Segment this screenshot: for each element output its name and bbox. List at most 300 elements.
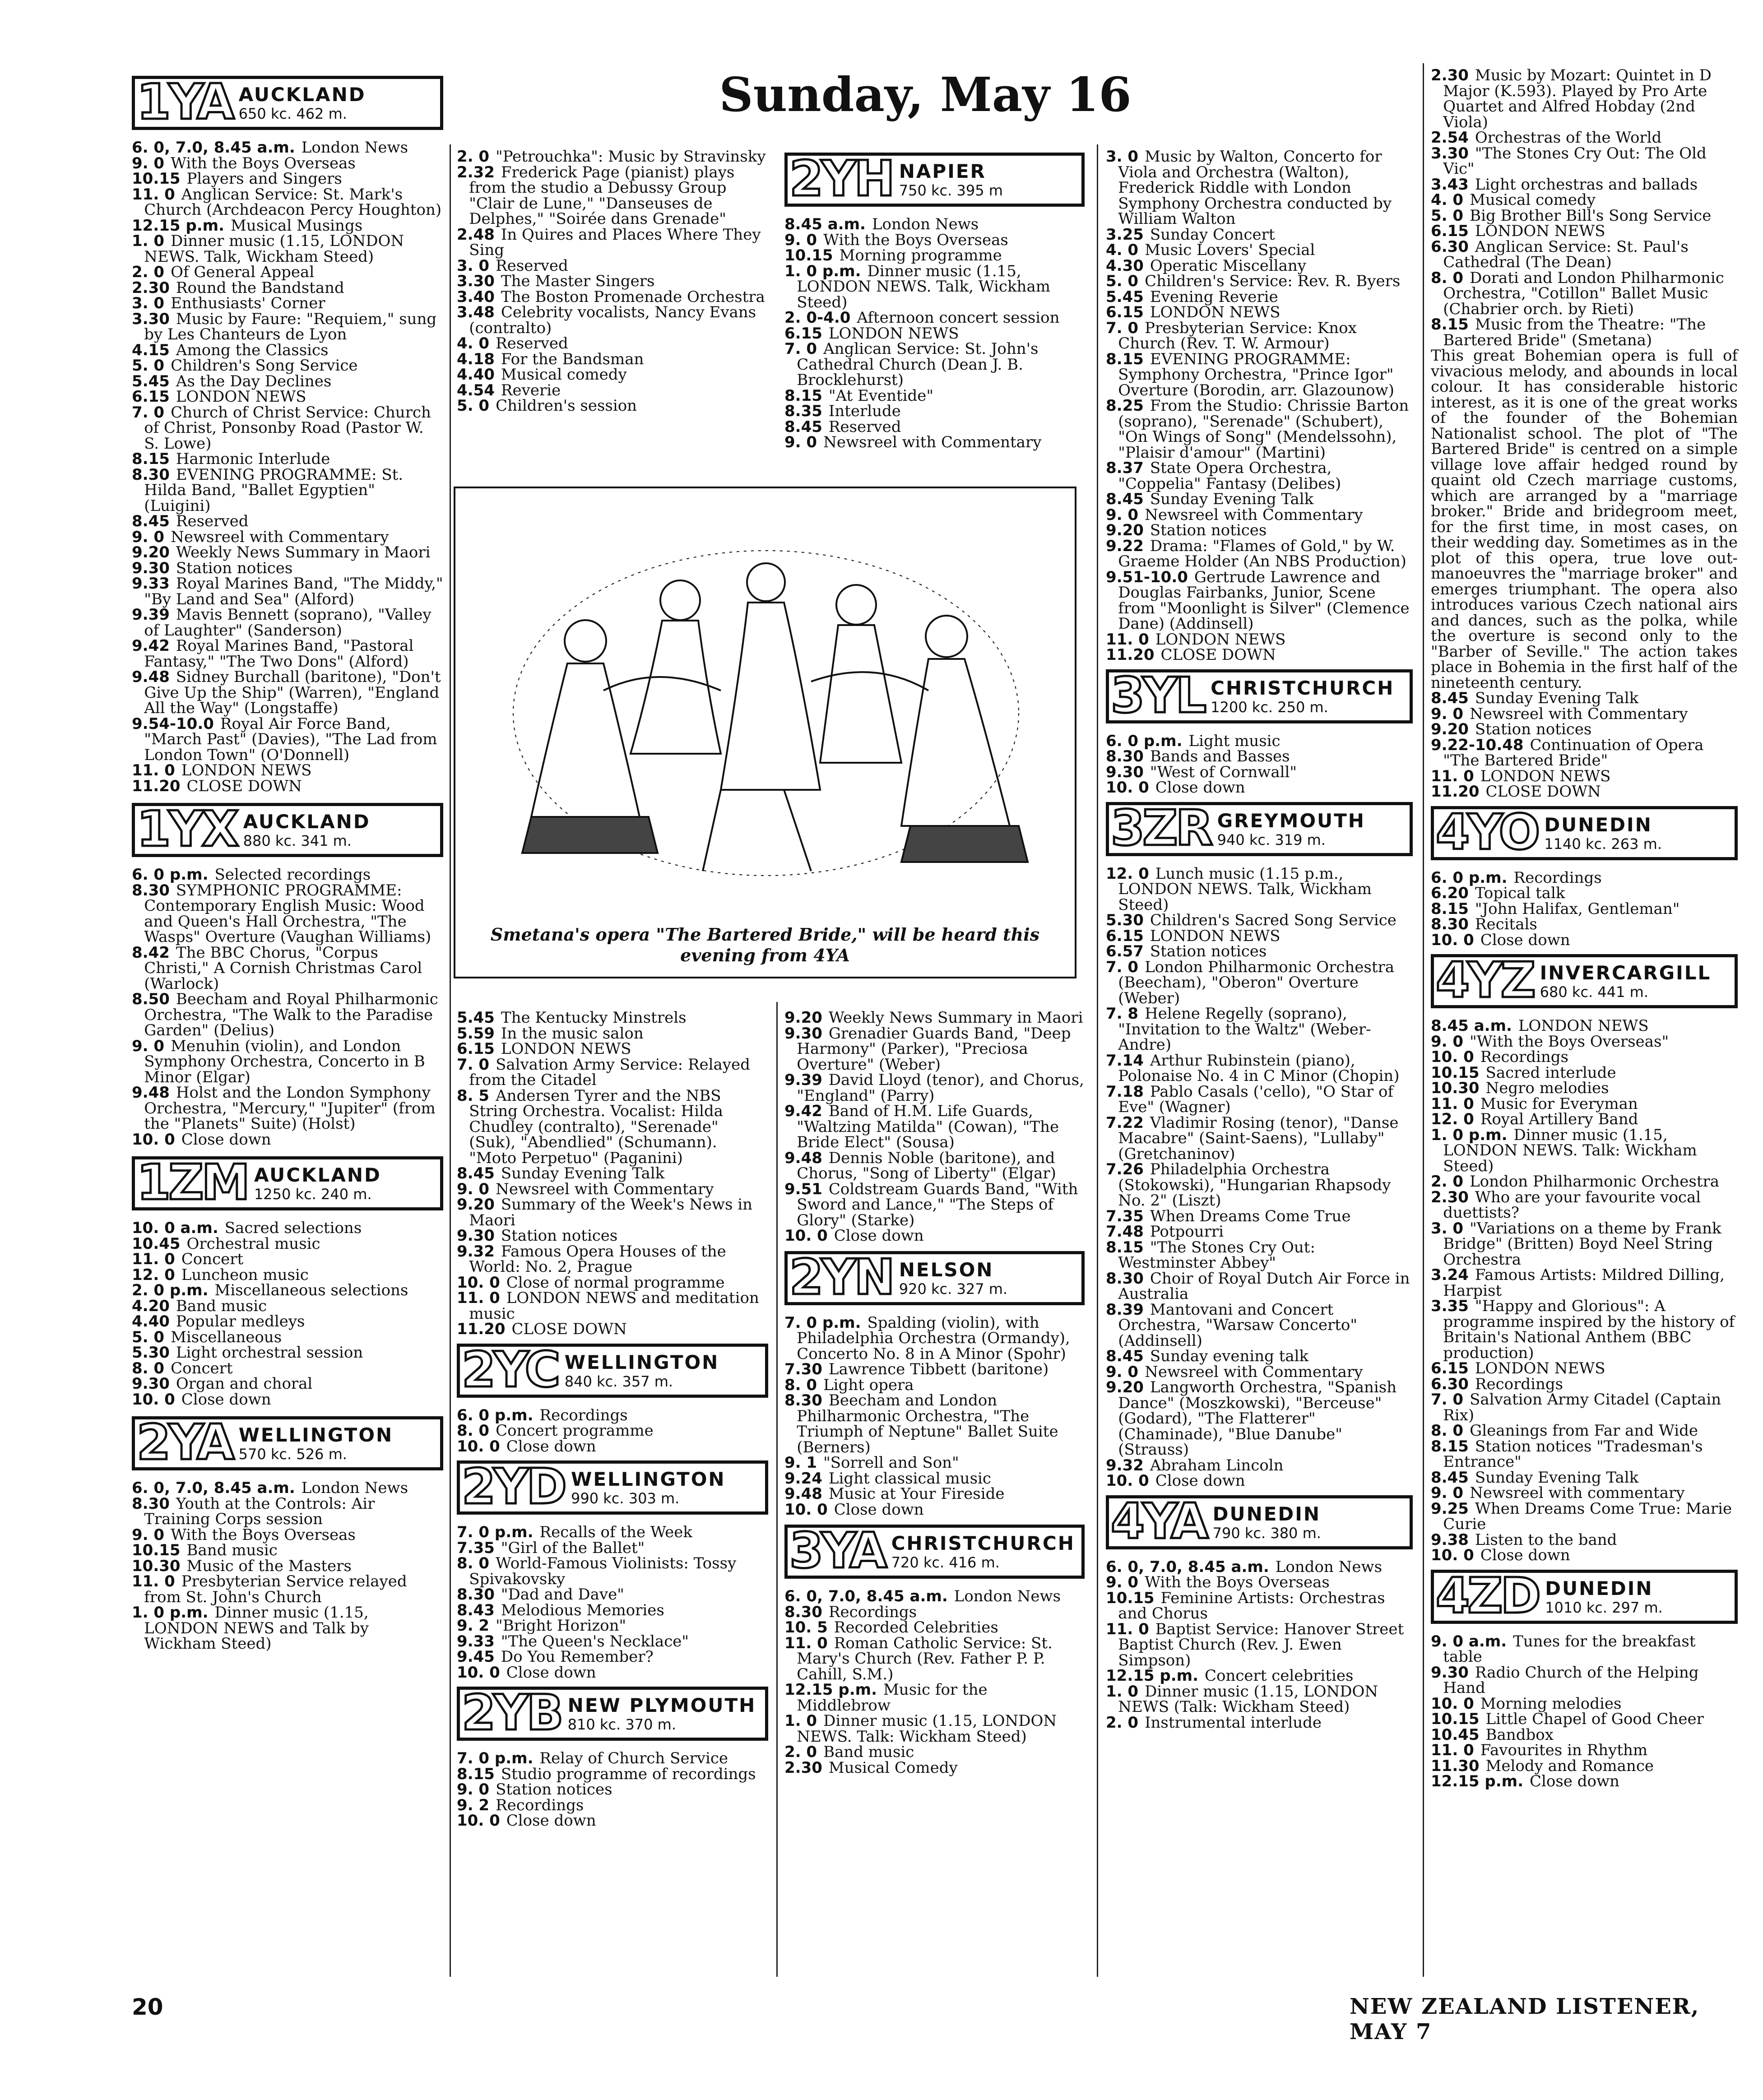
schedule-item — [132, 1527, 443, 1543]
programme-text: Of General Appeal — [171, 263, 315, 281]
time-label: 9. 0 — [132, 1037, 165, 1055]
schedule-item — [457, 352, 768, 367]
schedule-item — [1431, 1096, 1738, 1112]
schedule-item — [784, 1010, 1085, 1026]
schedule-item — [132, 1085, 443, 1132]
programme-text: London News — [872, 215, 979, 233]
time-label: 6. 0 p.m. — [1431, 868, 1508, 887]
schedule-item — [1106, 289, 1413, 305]
column-divider — [1423, 63, 1424, 1977]
time-label: 10. 0 a.m. — [132, 1219, 218, 1237]
station-header — [132, 76, 443, 130]
station-city: CHRISTCHURCH — [1211, 677, 1395, 699]
time-label: 3. 0 — [457, 256, 490, 275]
programme-text: Concert programme — [496, 1422, 654, 1440]
time-label: 4.18 — [457, 350, 495, 368]
schedule-item — [1431, 1696, 1738, 1712]
time-label: 9. 0 — [1431, 1032, 1464, 1051]
programme-text: Sunday Evening Talk — [501, 1164, 665, 1182]
programme-text: Sunday Concert — [1150, 225, 1275, 244]
programme-text: Close down — [506, 1812, 596, 1830]
station-2ya-continued-evening — [457, 1010, 768, 1337]
station-header — [784, 1525, 1085, 1579]
programme-text: Church of Christ Service: Church of Christ, Ponsonby Road (Pastor W. S. Lowe) — [144, 403, 431, 453]
programme-text: Roman Catholic Service: St. Mary's Church (Rev. Father P. P. Cahill, S.M.) — [797, 1634, 1053, 1683]
time-label: 9. 0 — [457, 1180, 490, 1198]
schedule-item — [784, 1713, 1085, 1744]
schedule-item — [1431, 1018, 1738, 1034]
schedule-item — [457, 1782, 768, 1798]
schedule-item — [457, 1540, 768, 1556]
schedule-item — [457, 1618, 768, 1634]
programme-text: Newsreel with Commentary — [1145, 505, 1363, 524]
time-label: 9. 0 — [132, 528, 165, 546]
schedule-item — [1431, 208, 1738, 224]
schedule-item — [1106, 227, 1413, 243]
programme-text: With the Boys Overseas — [1145, 1573, 1330, 1591]
time-label: 9.30 — [1431, 1663, 1469, 1682]
programme-text: Continuation of Opera "The Bartered Bride" — [1443, 736, 1704, 770]
schedule-item — [1431, 769, 1738, 784]
programme-text: LONDON NEWS — [1150, 303, 1280, 321]
time-label: 10.15 — [1431, 1063, 1480, 1082]
schedule-item — [457, 1751, 768, 1766]
programme-text: Presbyterian Service relayed from St. John's Church — [144, 1572, 407, 1606]
schedule-item — [132, 1298, 443, 1314]
programme-text: Orchestral music — [186, 1234, 320, 1253]
schedule-item — [784, 435, 1085, 450]
time-label: 5. 0 — [457, 397, 490, 415]
station-4yo — [1431, 806, 1738, 948]
programme-text: Royal Artillery Band — [1480, 1110, 1638, 1128]
schedule-item — [1431, 1423, 1738, 1439]
station-city: DUNEDIN — [1544, 813, 1652, 836]
time-label: 7. 0 — [784, 340, 817, 358]
programme-text: CLOSE DOWN — [1160, 646, 1276, 664]
schedule-item — [1431, 130, 1738, 146]
programme-text: "At Eventide" — [828, 386, 934, 405]
time-label: 2. 0 p.m. — [132, 1281, 209, 1299]
schedule-item — [132, 389, 443, 405]
schedule-item — [1106, 866, 1413, 913]
station-2yh-continued — [784, 1010, 1085, 1244]
schedule-item — [784, 1072, 1085, 1103]
programme-text: Round the Bandstand — [176, 278, 344, 297]
programme-text: Music for Everyman — [1480, 1094, 1638, 1113]
column-1 — [132, 72, 443, 1652]
programme-text: CLOSE DOWN — [1485, 783, 1601, 801]
station-info — [565, 1690, 759, 1738]
time-label: 7. 0 — [1431, 1391, 1464, 1409]
time-label: 9. 0 — [1431, 705, 1464, 723]
time-label: 2.30 — [1431, 66, 1469, 84]
programme-text: Station notices — [176, 559, 293, 577]
column-5 — [1431, 68, 1738, 1789]
programme-text: "Happy and Glorious": A programme inspired by the history of Britain's National Anthem (BBC production) — [1443, 1297, 1735, 1362]
time-label: 8.45 — [784, 417, 822, 436]
schedule-item — [1431, 146, 1738, 177]
time-label: 10. 0 — [1106, 779, 1149, 797]
time-label: 5.45 — [457, 1009, 495, 1027]
schedule-item — [784, 232, 1085, 248]
time-label: 9. 0 — [457, 1780, 490, 1799]
programme-text: With the Boys Overseas — [171, 154, 356, 172]
time-label: 8.15 — [1106, 350, 1144, 368]
schedule-item — [1106, 765, 1413, 780]
time-label: 9. 0 — [784, 231, 817, 249]
programme-text: Frederick Page (pianist) plays from the studio a Debussy Group "Clair de Lune," "Danseuses de Delphes," "Soirée dans Grenade" — [469, 163, 735, 228]
schedule-item — [132, 561, 443, 576]
time-label: 9.30 — [132, 559, 170, 577]
schedule-item — [1106, 1162, 1413, 1209]
time-label: 4.15 — [132, 341, 170, 359]
time-label: 9.32 — [1106, 1456, 1144, 1474]
station-info — [568, 1464, 728, 1511]
schedule-item — [1106, 1006, 1413, 1053]
station-call-sign: 4YA — [1111, 1493, 1206, 1550]
schedule-item — [457, 1057, 768, 1088]
programme-text: Station notices — [1150, 521, 1267, 539]
station-city: NELSON — [899, 1258, 994, 1281]
schedule-item — [132, 1345, 443, 1361]
time-label: 11. 0 — [1106, 1620, 1149, 1638]
station-header — [1106, 802, 1413, 856]
station-2yb — [457, 1687, 768, 1829]
schedule-item — [784, 1103, 1085, 1150]
time-label: 5. 0 — [1431, 206, 1464, 225]
time-label: 8.15 — [1431, 315, 1469, 334]
programme-text: Light opera — [823, 1376, 914, 1394]
time-label: 8.43 — [457, 1601, 495, 1619]
station-1yx — [132, 803, 443, 1147]
station-frequency: 680 kc. 441 m. — [1540, 983, 1648, 1001]
schedule-item — [132, 280, 443, 296]
time-label: 10. 5 — [784, 1618, 828, 1636]
programme-text: The BBC Chorus, "Corpus Christi," A Cornish Christmas Carol (Warlock) — [144, 943, 422, 993]
time-label: 7.26 — [1106, 1160, 1144, 1178]
programme-text: Close down — [1529, 1772, 1619, 1790]
station-frequency: 990 kc. 303 m. — [571, 1490, 680, 1507]
schedule-item — [1431, 1112, 1738, 1127]
programme-text: Recalls of the Week — [539, 1523, 692, 1541]
programme-text: Dorati and London Philharmonic Orchestra, "Cotillon" Ballet Music (Chabrier orch. by Rieti) — [1443, 269, 1724, 318]
programme-text: London News — [954, 1587, 1061, 1605]
station-info — [236, 1419, 396, 1467]
programme-text: Dinner music (1.15, LONDON NEWS. Talk: Wickham Steed) — [1443, 1126, 1697, 1175]
time-label: 3.25 — [1106, 225, 1144, 244]
station-1zm — [132, 1156, 443, 1407]
schedule-item — [1431, 1548, 1738, 1563]
schedule-item — [132, 1480, 443, 1496]
programme-text: The Master Singers — [501, 272, 655, 290]
programme-text: Orchestras of the World — [1475, 129, 1662, 147]
schedule-item — [457, 1603, 768, 1618]
schedule-item — [1106, 149, 1413, 227]
time-label: 7. 0 — [1106, 319, 1139, 337]
schedule-item — [132, 1038, 443, 1085]
time-label: 12. 0 — [1431, 1110, 1474, 1128]
station-info — [1541, 809, 1665, 857]
time-label: 10. 0 — [784, 1227, 828, 1245]
schedule-item — [132, 669, 443, 716]
programme-text: Recorded Celebrities — [834, 1618, 998, 1636]
time-label: 4.30 — [1106, 256, 1144, 275]
programme-text: Melodious Memories — [501, 1601, 664, 1619]
time-label: 9. 1 — [784, 1454, 817, 1472]
dancing-figures-drawing — [468, 501, 1064, 907]
station-4ya — [1106, 1495, 1413, 1731]
time-label: 6.57 — [1106, 942, 1144, 960]
programme-text: Sidney Burchall (baritone), "Don't Give Up the Ship" (Warren), "England All the Way" (Longstaffe) — [144, 668, 441, 717]
schedule-item — [1431, 223, 1738, 239]
schedule-item — [132, 945, 443, 992]
schedule-item — [1431, 68, 1738, 130]
station-call-sign: 3ZR — [1111, 800, 1211, 857]
programme-text: Close down — [834, 1227, 924, 1245]
station-city: WELLINGTON — [238, 1424, 394, 1446]
time-label: 11. 0 — [132, 1572, 175, 1590]
programme-text: Famous Artists: Mildred Dilling, Harpist — [1443, 1266, 1725, 1300]
programme-text: When Dreams Come True: Marie Curie — [1443, 1499, 1732, 1533]
schedule-item — [1106, 523, 1413, 538]
schedule-item — [132, 171, 443, 187]
programme-text: "Sorrell and Son" — [823, 1454, 959, 1472]
time-label: 10.45 — [1431, 1725, 1480, 1744]
time-label: 8.15 — [1431, 1437, 1469, 1456]
time-label: 9.48 — [784, 1149, 822, 1167]
time-label: 8.15 — [1431, 899, 1469, 918]
station-2yd — [457, 1460, 768, 1680]
schedule-item — [784, 1182, 1085, 1228]
programme-text: Musical comedy — [1470, 191, 1596, 209]
station-4ya-continued — [1431, 68, 1738, 800]
time-label: 9.22-10.48 — [1431, 736, 1524, 754]
schedule-item — [1431, 1190, 1738, 1221]
schedule-item — [1106, 1271, 1413, 1302]
programme-text: Children's Sacred Song Service — [1150, 911, 1396, 929]
time-label: 8.15 — [457, 1765, 495, 1783]
time-label: 2. 0 — [1106, 1713, 1139, 1732]
time-label: 10. 0 — [132, 1390, 175, 1409]
time-label: 9.42 — [132, 637, 170, 655]
programme-text: Arthur Rubinstein (piano), Polonaise No. 4 in C Minor (Chopin) — [1118, 1051, 1400, 1085]
time-label: 8.45 a.m. — [1431, 1017, 1512, 1035]
time-label: 10.15 — [132, 1541, 181, 1559]
programme-text: Children's session — [496, 397, 637, 415]
programme-text: Summary of the Week's News in Maori — [469, 1196, 753, 1229]
programme-text: Recitals — [1475, 915, 1537, 933]
time-label: 3.35 — [1431, 1297, 1469, 1315]
schedule-item — [132, 405, 443, 452]
schedule-item — [132, 1392, 443, 1408]
time-label: 6. 0 p.m. — [132, 866, 209, 884]
schedule-item — [1431, 317, 1738, 348]
schedule-item — [132, 218, 443, 234]
programme-text: Newsreel with Commentary — [823, 433, 1042, 451]
schedule-item — [457, 383, 768, 399]
schedule-item — [457, 1197, 768, 1228]
time-label: 11. 0 — [1431, 1094, 1474, 1113]
station-frequency: 880 kc. 341 m. — [243, 832, 352, 849]
time-label: 4. 0 — [1431, 191, 1464, 209]
time-label: 11. 0 — [784, 1634, 828, 1652]
schedule-item — [1431, 1221, 1738, 1268]
schedule-item — [132, 1283, 443, 1298]
time-label: 12.15 p.m. — [132, 216, 224, 235]
station-city: CHRISTCHURCH — [891, 1532, 1075, 1554]
programme-text: Studio programme of recordings — [501, 1765, 756, 1783]
schedule-item — [132, 545, 443, 561]
programme-text: Evening Reverie — [1150, 287, 1278, 306]
time-label: 10. 0 — [1431, 1048, 1474, 1066]
programme-text: "The Stones Cry Out: Westminster Abbey" — [1118, 1238, 1315, 1272]
programme-text: Close down — [834, 1500, 924, 1519]
schedule-item — [1431, 1049, 1738, 1065]
time-label: 9.38 — [1431, 1530, 1469, 1549]
station-city: DUNEDIN — [1212, 1502, 1321, 1525]
time-label: 8.30 — [1431, 915, 1469, 933]
station-frequency: 1250 kc. 240 m. — [254, 1186, 372, 1203]
schedule-item — [457, 1556, 768, 1587]
schedule-item — [1431, 1080, 1738, 1096]
programme-text: Selected recordings — [214, 866, 371, 884]
programme-text: LONDON NEWS and meditation music — [469, 1289, 759, 1323]
programme-text: Close down — [181, 1390, 271, 1409]
time-label: 3. 0 — [1106, 148, 1139, 166]
programme-text: Bandbox — [1485, 1725, 1554, 1744]
programme-text: From the Studio: Chrissie Barton (soprano), "Serenade" (Schubert), "On Wings of Song" (Mendelssohn), "Plaisir d'amour" (Martini) — [1118, 397, 1409, 462]
schedule-item — [1106, 320, 1413, 352]
programme-text: Close down — [1480, 931, 1570, 949]
time-label: 9.24 — [784, 1469, 822, 1488]
station-3ya — [784, 1525, 1085, 1775]
schedule-item — [784, 1026, 1085, 1073]
time-label: 9.20 — [784, 1009, 822, 1027]
schedule-item — [784, 1760, 1085, 1776]
station-call-sign: 2YN — [789, 1249, 893, 1306]
schedule-item — [1431, 1634, 1738, 1665]
time-label: 3. 0 — [1431, 1219, 1464, 1238]
station-call-sign: 2YB — [462, 1685, 561, 1741]
time-label: 5.30 — [132, 1344, 170, 1362]
programme-text: "The Queen's Necklace" — [501, 1632, 689, 1650]
programme-text: Reserved — [496, 256, 568, 275]
schedule-item — [1431, 722, 1738, 737]
time-label: 2.30 — [1431, 1188, 1469, 1206]
station-city: GREYMOUTH — [1217, 809, 1365, 832]
schedule-item — [784, 1502, 1085, 1518]
time-label: 11.20 — [1106, 646, 1155, 664]
programme-text: Weekly News Summary in Maori — [828, 1009, 1083, 1027]
column-divider — [776, 1002, 778, 1977]
schedule-item — [132, 763, 443, 779]
programme-text: "With the Boys Overseas" — [1470, 1032, 1669, 1051]
time-label: 10.15 — [1431, 1710, 1480, 1728]
schedule-item — [132, 296, 443, 311]
column-2-bottom — [457, 1010, 768, 1829]
schedule-item — [1106, 1364, 1413, 1380]
schedule-item — [132, 883, 443, 945]
schedule-item — [457, 1166, 768, 1182]
time-label: 12. 0 — [132, 1266, 175, 1284]
station-info — [1537, 957, 1714, 1005]
station-city: AUCKLAND — [238, 83, 366, 106]
programme-text: In Quires and Places Where They Sing — [469, 225, 761, 259]
station-2ya — [132, 1416, 443, 1652]
time-label: 3.30 — [1431, 144, 1469, 162]
programme-text: London News — [1275, 1558, 1383, 1576]
station-header — [132, 1416, 443, 1470]
station-call-sign: 4YO — [1436, 804, 1538, 861]
programme-text: "Dad and Dave" — [501, 1585, 624, 1604]
programme-text: Baptist Service: Hanover Street Baptist Church (Rev. J. Ewen Simpson) — [1118, 1620, 1404, 1669]
programme-text: "Bright Horizon" — [496, 1617, 626, 1635]
programme-text: Reverie — [501, 381, 561, 399]
schedule-item — [1106, 928, 1413, 944]
time-label: 9. 0 — [132, 1525, 165, 1544]
station-header — [457, 1341, 768, 1398]
station-call-sign: 1ZM — [137, 1154, 248, 1211]
schedule-item — [132, 1330, 443, 1345]
schedule-item — [457, 1587, 768, 1603]
programme-text: Royal Marines Band, "The Middy," "By Land and Sea" (Alford) — [144, 575, 443, 608]
time-label: 9.48 — [132, 1084, 170, 1102]
station-info — [236, 79, 369, 127]
programme-text: Big Brother Bill's Song Service — [1470, 206, 1712, 225]
schedule-item — [132, 374, 443, 389]
schedule-item — [132, 607, 443, 638]
schedule-item — [784, 1636, 1085, 1683]
station-1ya — [132, 76, 443, 794]
schedule-item — [1106, 749, 1413, 765]
schedule-item — [132, 867, 443, 883]
time-label: 7.35 — [457, 1539, 495, 1557]
time-label: 3. 0 — [132, 294, 165, 312]
schedule-item — [457, 336, 768, 352]
programme-text: Close down — [506, 1437, 596, 1456]
programme-text: Reserved — [176, 512, 249, 530]
schedule-item — [1431, 1267, 1738, 1298]
time-label: 10. 0 — [457, 1437, 500, 1456]
schedule-item — [1106, 780, 1413, 796]
schedule-item — [784, 326, 1085, 342]
time-label: 11.30 — [1431, 1757, 1480, 1775]
schedule-item — [1106, 960, 1413, 1006]
programme-text: Sunday evening talk — [1150, 1347, 1309, 1365]
time-label: 8.45 — [1431, 689, 1469, 707]
time-label: 8. 0 — [457, 1422, 490, 1440]
programme-text: Coldstream Guards Band, "With Sword and Lance," "The Steps of Glory" (Starke) — [797, 1180, 1078, 1229]
programme-text: Concert — [171, 1359, 233, 1377]
time-label: 4.40 — [132, 1312, 170, 1330]
time-label: 8. 0 — [1431, 269, 1464, 287]
station-info — [889, 1528, 1078, 1576]
programme-text: Sunday Evening Talk — [1150, 490, 1314, 508]
programme-text: "The Stones Cry Out: The Old Vic" — [1443, 144, 1707, 178]
programme-text: Enthusiasts' Corner — [171, 294, 325, 312]
schedule-item — [457, 289, 768, 305]
schedule-item — [1431, 1711, 1738, 1727]
programme-text: Newsreel with commentary — [1470, 1484, 1685, 1502]
programme-text: Newsreel with Commentary — [1470, 705, 1688, 723]
time-label: 7.14 — [1106, 1051, 1144, 1070]
programme-text: Interlude — [828, 402, 901, 420]
time-label: 8.15 — [132, 450, 170, 468]
time-label: 6. 0, 7.0, 8.45 a.m. — [132, 1479, 295, 1497]
programme-text: Among the Classics — [176, 341, 329, 359]
time-label: 1. 0 p.m. — [784, 262, 861, 280]
programme-text: Recordings — [539, 1406, 628, 1424]
